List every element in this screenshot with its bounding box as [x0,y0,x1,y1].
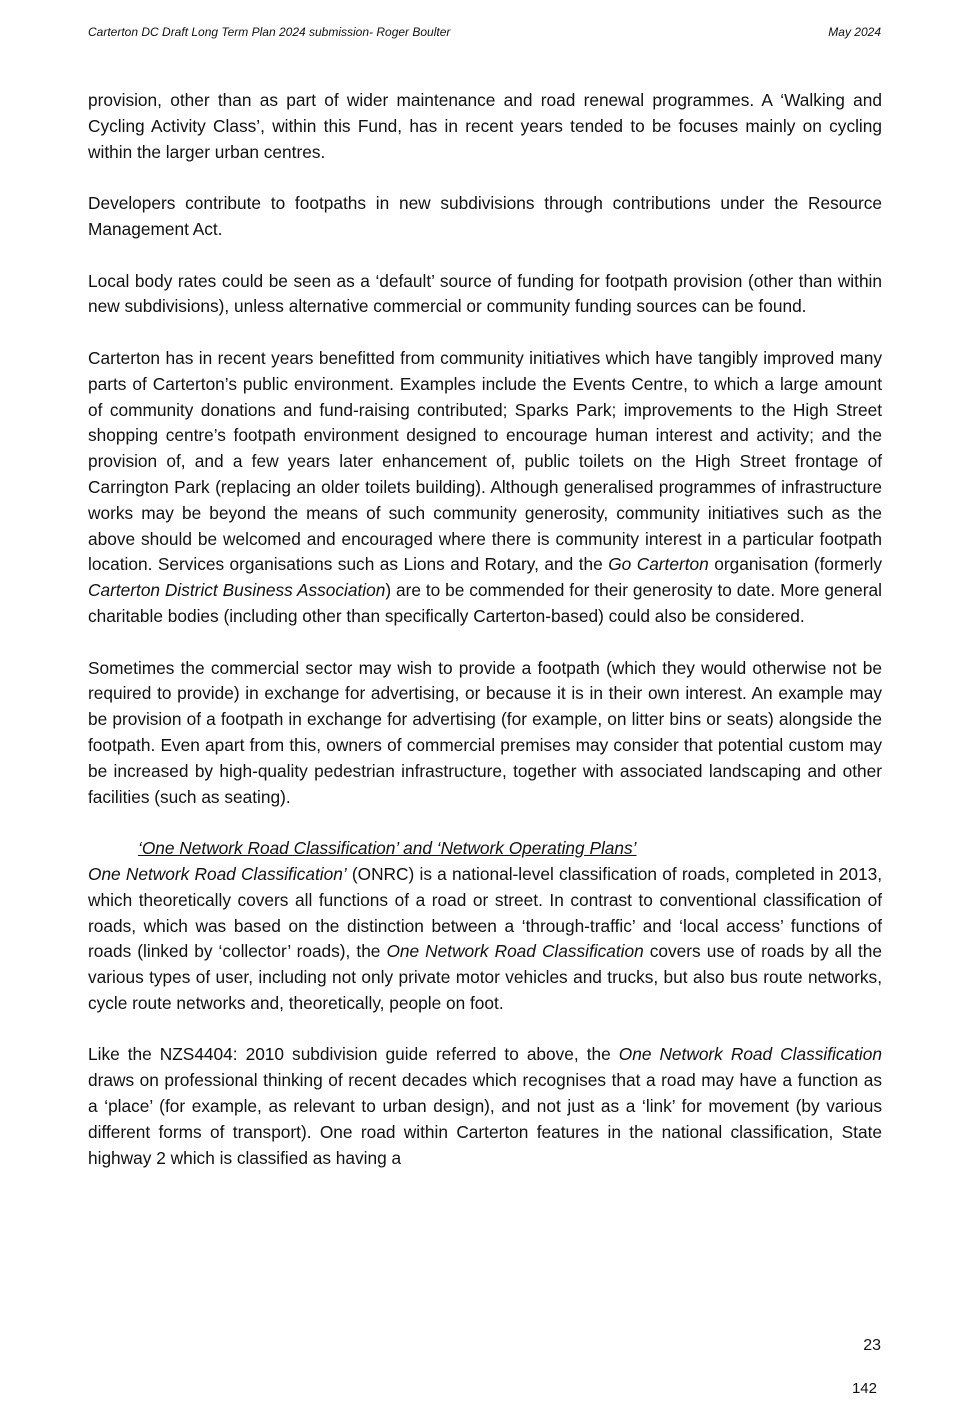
paragraph-text: (ONRC) is a national-level classification of roads, completed in 2013, which theoretically covers all functions of a road or street. In contrast to conventional classification of roads, which was based on the distinction between a ‘through-traffic’ and ‘local access’ functions of roads (linked by ‘collector’ roads), the [88,863,882,962]
paragraph-commercial-sector: Sometimes the commercial sector may wish to provide a footpath (which they would otherwise not be required to provide) in exchange for advertising, or because it is in their own interest. An example may be provision of a footpath in exchange for advertising (for example, on litter bins or seats) alongside the footpath. Even apart from this, owners of commercial premises may consider that potential custom may be increased by high-quality pedestrian infrastructure, together with associated landscaping and other facilities (such as seating). [88,657,882,807]
paragraph-onrc [88,862,882,1017]
classification-name: One Network Road Classification [386,941,644,962]
paragraph-funding-class: provision, other than as part of wider maintenance and road renewal programmes. A ‘Walking and Cycling Activity Class’, within this Fund, has in recent years tended to be focuses mainly on cycling within the larger urban centres. [88,90,882,162]
classification-name: One Network Road Classification’ [88,863,347,884]
organisation-name: Carterton District Business Association [88,580,386,601]
paragraph-community-initiatives [88,346,882,630]
running-header-date: May 2024 [828,25,881,39]
paragraph-text: organisation (formerly [708,554,883,575]
document-body [88,88,882,1171]
paragraph-developer-contributions: Developers contribute to footpaths in new subdivisions through contributions under the Resource Management Act. [88,193,882,239]
organisation-name: Go Carterton [608,554,709,575]
paragraph-text: Like the NZS4404: 2010 subdivision guide referred to above, the [88,1044,619,1065]
paragraph-text: draws on professional thinking of recent decades which recognises that a road may have a function as a ‘place’ (for example, as relevant to urban design), and not just as a ‘link’ for movement (by various different forms of transport). One road within Carterton features in the national classification, State highway 2 which is classified as having a [88,1070,882,1168]
paragraph-text: covers use of roads by all the various types of user, including not only private motor vehicles and trucks, but also bus route networks, cycle route networks and, theoretically, people on foot. [88,941,882,1013]
paragraph-place-and-link [88,1042,882,1171]
section-subheading: ‘One Network Road Classification’ and ‘Network Operating Plans’ [138,838,637,859]
paragraph-text: Carterton has in recent years benefitted from community initiatives which have tangibly improved many parts of Carterton’s public environment. Examples include the Events Centre, to which a large amount of community donations and fund-raising contributed; Sparks Park; improvements to the High Street shopping centre’s footpath environment designed to encourage human interest and activity; and the provision of, and a few years later enhancement of, public toilets on the High Street frontage of Carrington Park (replacing an older toilets building). Although generalised programmes of infrastructure works may be beyond the means of such community generosity, community initiatives such as the above should be welcomed and encouraged where there is community interest in a particular footpath location. Services organisations such as Lions and Rotary, and the [88,347,882,575]
classification-name: One Network Road Classification [618,1044,882,1065]
paragraph-local-body-rates: Local body rates could be seen as a ‘default’ source of funding for footpath provision (other than within new subdivisions), unless alternative commercial or community funding sources can be found. [88,270,882,317]
page-number: 23 [863,1337,881,1354]
running-header-title: Carterton DC Draft Long Term Plan 2024 submission- Roger Boulter [88,25,451,39]
document-page-number: 142 [851,1380,877,1397]
paragraph-text: ) are to be commended for their generosity to date. More general charitable bodies (including other than specifically Carterton-based) could also be considered. [88,580,882,626]
